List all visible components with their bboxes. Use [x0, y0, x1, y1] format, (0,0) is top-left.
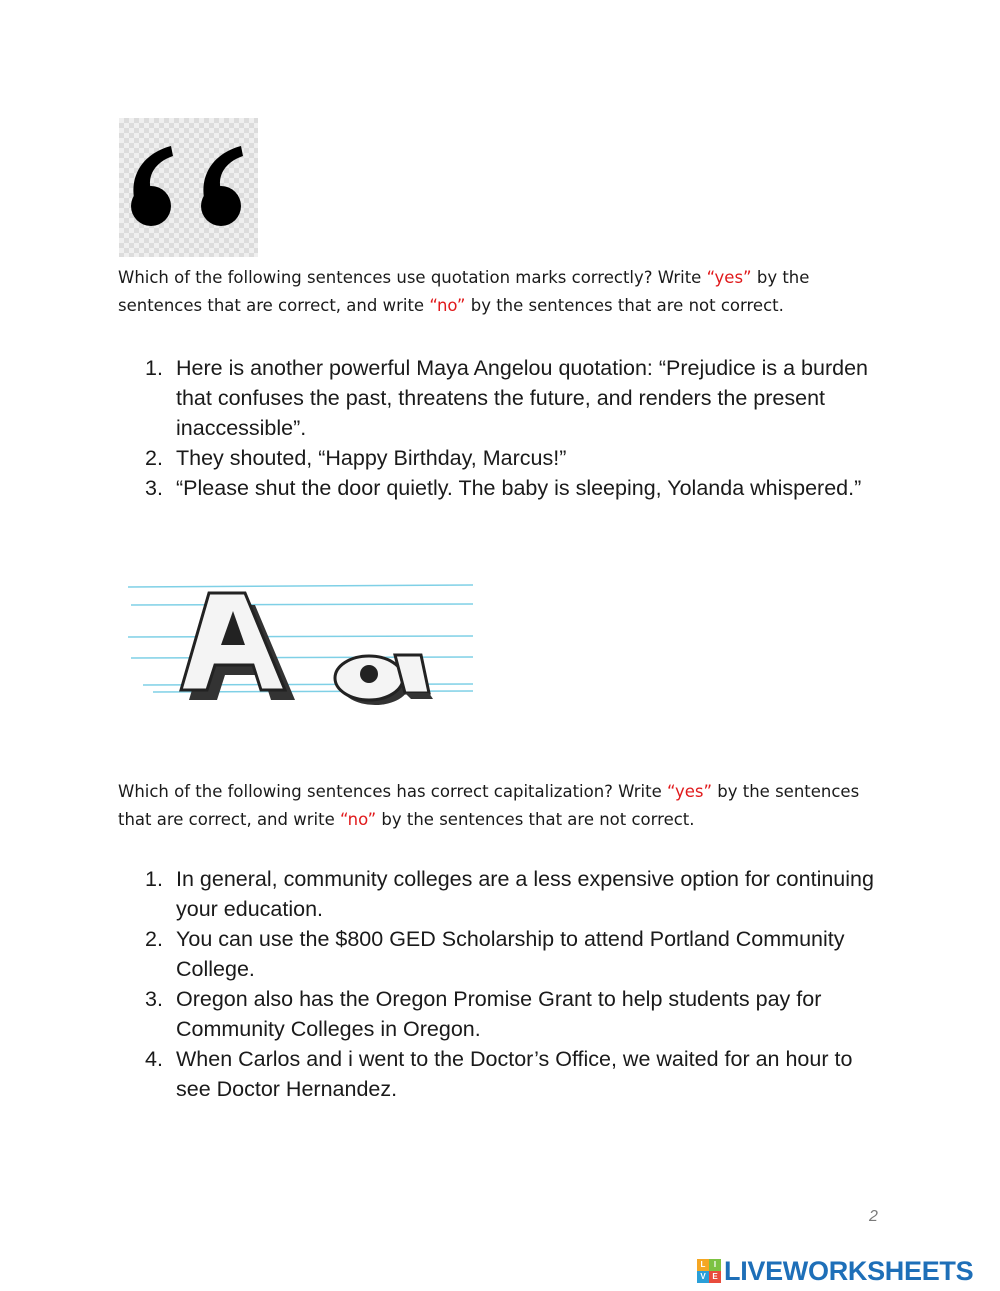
item-number: 4.: [145, 1047, 163, 1071]
instruction-text: Which of the following sentences use quotation marks correctly? Write: [118, 268, 707, 287]
instruction-text: by the sentences that are correct, and write: [118, 782, 860, 829]
letters-aa-icon: [123, 575, 478, 710]
quotation-question-list: [145, 353, 880, 503]
item-number: 2.: [145, 927, 163, 951]
capitalization-question-list: [145, 864, 880, 1104]
item-text: When Carlos and i went to the Doctor’s Office, we waited for an hour to see Doctor Hernandez.: [176, 1047, 853, 1101]
brand-name: LIVEWORKSHEETS: [724, 1255, 974, 1286]
instruction-text: by the sentences that are not correct.: [376, 810, 695, 829]
item-number: 1.: [145, 867, 163, 891]
yes-keyword: “yes”: [706, 268, 752, 287]
question-item: [145, 443, 880, 473]
page-number: 2: [869, 1208, 878, 1225]
item-number: 3.: [145, 476, 163, 500]
question-item: [145, 1044, 880, 1104]
quotation-marks-icon: [119, 118, 258, 257]
liveworksheets-brand[interactable]: [697, 1255, 973, 1287]
yes-keyword: “yes”: [666, 782, 713, 801]
liveworksheets-logo-icon: [697, 1259, 721, 1283]
instruction-text: by the sentences that are correct, and write: [118, 268, 810, 315]
question-item: [145, 864, 880, 924]
question-item: [145, 924, 880, 984]
logo-letter: L: [697, 1259, 709, 1271]
logo-letter: I: [709, 1259, 721, 1271]
instruction-text: Which of the following sentences has correct capitalization? Write: [118, 782, 667, 801]
question-item: [145, 353, 880, 443]
item-text: Here is another powerful Maya Angelou quotation: “Prejudice is a burden that confuses the past, threatens the future, and renders the present inaccessible”.: [176, 356, 868, 440]
item-number: 1.: [145, 356, 163, 380]
no-keyword: “no”: [429, 296, 466, 315]
question-item: [145, 473, 880, 503]
instruction-text: by the sentences that are not correct.: [465, 296, 784, 315]
item-number: 2.: [145, 446, 163, 470]
capital-letter-sketch-image: [123, 575, 478, 710]
quotation-marks-image: [119, 118, 258, 257]
question-item: [145, 984, 880, 1044]
logo-letter: E: [709, 1271, 721, 1283]
item-text: You can use the $800 GED Scholarship to attend Portland Community College.: [176, 927, 845, 981]
logo-letter: V: [697, 1271, 709, 1283]
capitalization-instructions: [118, 778, 878, 834]
item-text: They shouted, “Happy Birthday, Marcus!”: [176, 446, 567, 470]
item-text: In general, community colleges are a less expensive option for continuing your education.: [176, 867, 874, 921]
item-number: 3.: [145, 987, 163, 1011]
quotation-instructions: [118, 264, 878, 320]
item-text: “Please shut the door quietly. The baby is sleeping, Yolanda whispered.”: [176, 476, 862, 500]
item-text: Oregon also has the Oregon Promise Grant to help students pay for Community Colleges in Oregon.: [176, 987, 822, 1041]
no-keyword: “no”: [339, 810, 377, 829]
